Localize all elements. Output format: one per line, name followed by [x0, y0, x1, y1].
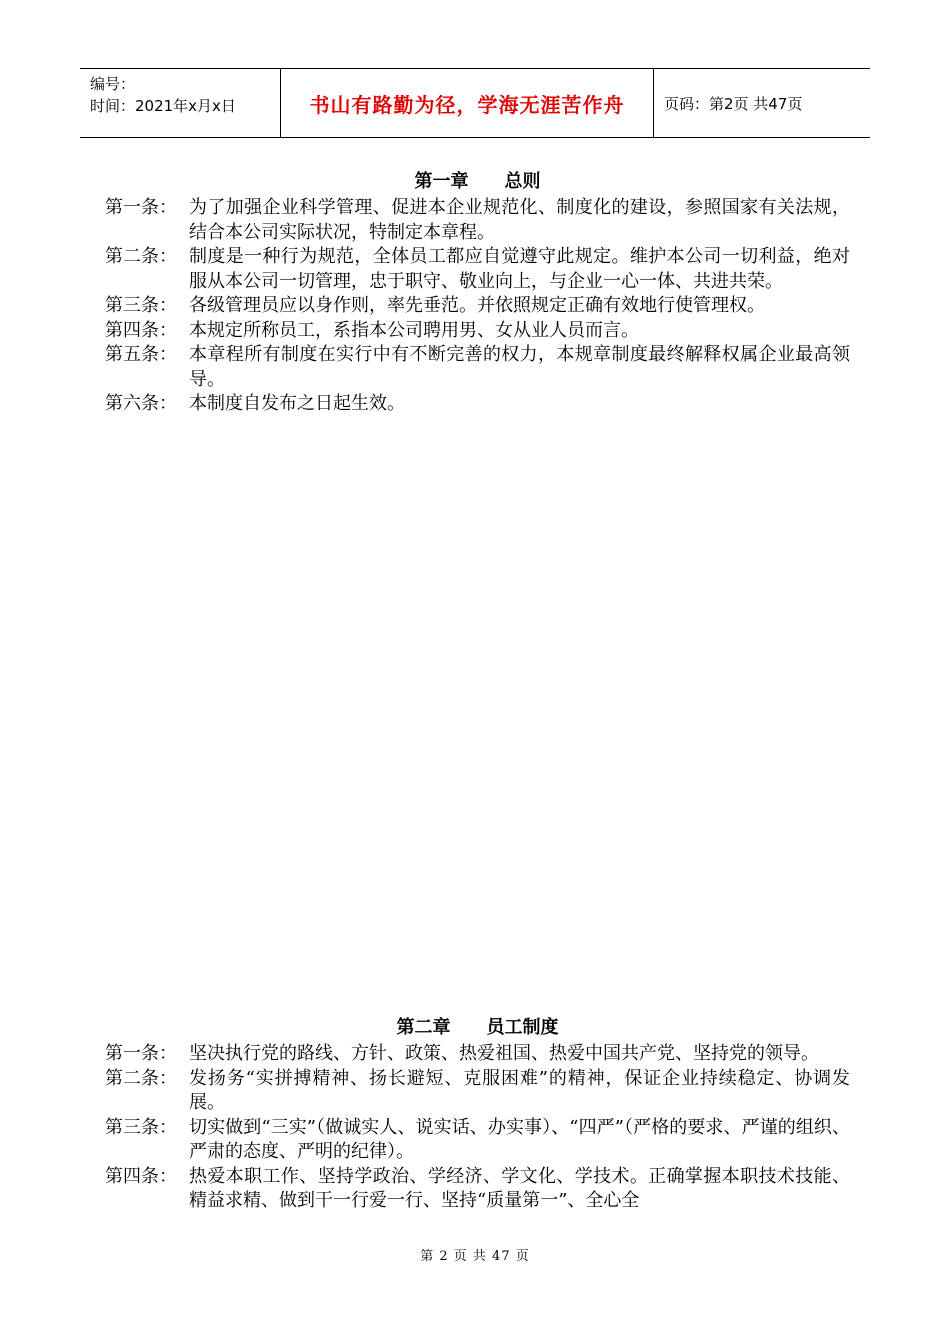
document-number-label: 编号：	[90, 75, 136, 93]
article-text: 制度是一种行为规范，全体员工都应自觉遵守此规定。维护本公司一切利益，绝对服从本公司一切管理，忠于职守、敬业向上，与企业一心一体、共进共荣。	[189, 246, 850, 292]
article	[105, 319, 850, 344]
article	[105, 294, 850, 319]
article	[105, 1067, 850, 1116]
article-label: 第一条：	[105, 1043, 177, 1064]
document-time-label: 时间：2021年x月x日	[90, 97, 236, 115]
article-label: 第四条：	[105, 1165, 177, 1187]
header-page-code: 页码：第2页 共47页	[664, 94, 803, 113]
article	[105, 196, 850, 245]
article-text: 各级管理员应以身作则，率先垂范。并依照规定正确有效地行使管理权。	[189, 295, 765, 316]
page-footer: 第 2 页 共 47 页	[420, 1249, 530, 1264]
article-text: 热爱本职工作、坚持学政治、学经济、学文化、学技术。正确掌握本职技术技能、精益求精、做到干一行爱一行、坚持“质量第一”、全心全	[189, 1165, 850, 1211]
page-header	[80, 68, 870, 138]
article-text: 坚决执行党的路线、方针、政策、热爱祖国、热爱中国共产党、坚持党的领导。	[189, 1043, 819, 1064]
article	[105, 1042, 850, 1067]
article-label: 第三条：	[105, 1116, 177, 1138]
article	[105, 245, 850, 294]
article-label: 第四条：	[105, 319, 177, 341]
header-meta	[80, 69, 280, 137]
header-motto: 书山有路勤为径，学海无涯苦作舟	[280, 69, 654, 137]
article-label: 第二条：	[105, 1067, 177, 1089]
chapter-title: 第二章 员工制度	[396, 1017, 559, 1038]
article	[105, 1116, 850, 1165]
article-text: 本章程所有制度在实行中有不断完善的权力，本规章制度最终解释权属企业最高领导。	[189, 344, 850, 390]
article-text: 为了加强企业科学管理、促进本企业规范化、制度化的建设，参照国家有关法规，结合本公司实际状况，特制定本章程。	[189, 197, 850, 243]
article-text: 本制度自发布之日起生效。	[189, 393, 405, 414]
article-text: 切实做到“三实”（做诚实人、说实话、办实事）、“四严”（严格的要求、严谨的组织、严肃的态度、严明的纪律）。	[189, 1116, 850, 1162]
chapter-2	[105, 1014, 850, 1214]
article-label: 第五条：	[105, 344, 177, 365]
article-text: 本规定所称员工，系指本公司聘用男、女从业人员而言。	[189, 319, 639, 341]
article-label: 第六条：	[105, 393, 177, 414]
article-text: 发扬务“实拼搏精神、扬长避短、克服困难”的精神，保证企业持续稳定、协调发展。	[189, 1067, 850, 1113]
article	[105, 343, 850, 392]
article-label: 第二条：	[105, 246, 177, 267]
chapter-1	[105, 168, 850, 417]
article-label: 第一条：	[105, 197, 177, 218]
chapter-title: 第一章 总则	[414, 171, 541, 192]
article-label: 第三条：	[105, 295, 177, 316]
article	[105, 1165, 850, 1214]
article	[105, 392, 850, 417]
